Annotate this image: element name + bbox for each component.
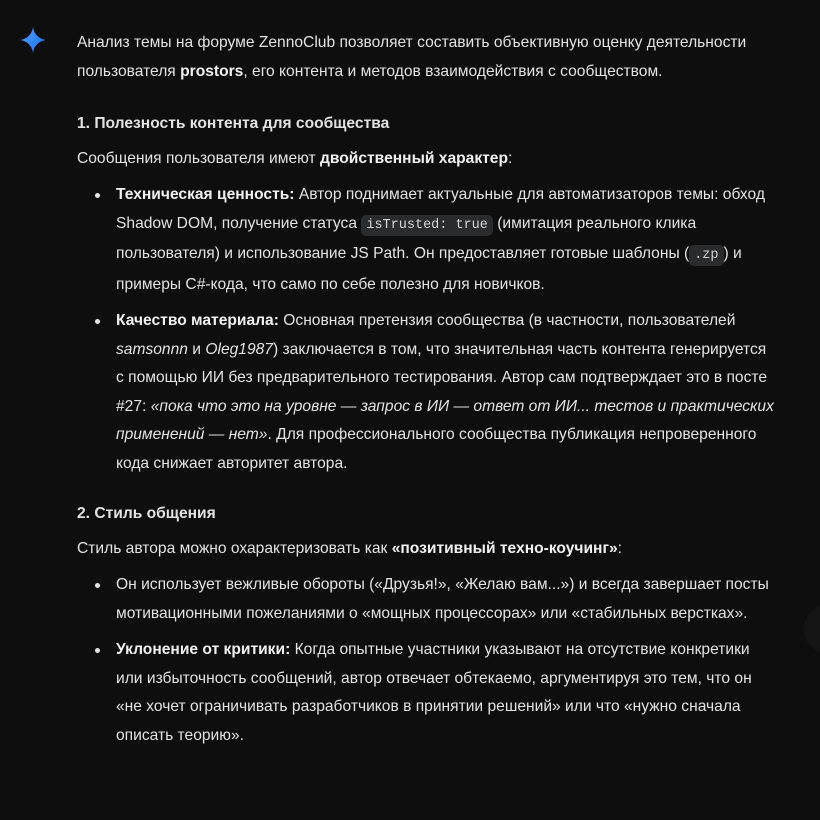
- text: , его контента и методов взаимодействия с сообществом.: [243, 62, 663, 80]
- username: prostors: [180, 62, 244, 80]
- quote-text: «пока что это на уровне — запрос в ИИ — ответ от ИИ... тестов и практических применений — нет»: [116, 397, 774, 443]
- bold-text: Техническая ценность:: [116, 186, 295, 203]
- text: Основная претензия сообщества (в частности, пользователей: [278, 312, 736, 329]
- section-2: [77, 500, 777, 750]
- intro-paragraph: [77, 29, 777, 86]
- italic-text: Oleg1987: [205, 340, 273, 358]
- text: (имитация реального клика пользователя) и использование JS Path. Он предоставляет готовые шаблоны (: [116, 214, 697, 262]
- section-lead: [77, 145, 777, 174]
- bold-text: Качество материала:: [116, 312, 279, 329]
- gemini-sparkle-icon: [20, 27, 46, 53]
- list-item: [116, 636, 777, 750]
- text: . Для профессионального сообщества публикация непроверенного кода снижает авторитет автора.: [116, 426, 757, 472]
- inline-code: isTrusted: true: [361, 215, 493, 236]
- text: Когда опытные участники указывают на отсутствие конкретики или избыточность сообщений, автор отвечает обтекаемо, аргументируя это тем, что он «не хочет ограничивать разработчиков в принятии решений» или что «нужно сначала описать теорию».: [116, 641, 752, 744]
- list-item: [116, 571, 777, 628]
- text: :: [508, 149, 513, 167]
- section-heading: 2. Стиль общения: [77, 505, 216, 522]
- section-1: [77, 110, 777, 478]
- bold-text: Уклонение от критики:: [116, 641, 291, 658]
- text: и: [187, 340, 206, 358]
- bold-text: «позитивный техно-коучинг»: [391, 539, 618, 557]
- bullet-list: [77, 181, 777, 478]
- text: ) заключается в том, что значительная часть контента генерируется с помощью ИИ без предварительного тестирования. Автор сам подтверждает это в посте #27:: [116, 340, 768, 415]
- response-content: [77, 29, 777, 772]
- italic-text: samsonnn: [116, 340, 188, 358]
- scroll-button[interactable]: [804, 604, 820, 654]
- text: Сообщения пользователя имеют: [77, 149, 320, 167]
- section-heading: 1. Полезность контента для сообщества: [77, 115, 390, 132]
- inline-code: .zp: [689, 245, 723, 266]
- bold-text: двойственный характер: [319, 149, 508, 167]
- list-item: [116, 307, 777, 478]
- text: Стиль автора можно охарактеризовать как: [77, 539, 392, 557]
- text: ) и примеры C#-кода, что само по себе полезно для новичков.: [116, 245, 742, 293]
- text: Он использует вежливые обороты («Друзья!», «Желаю вам...») и всегда завершает посты мотивационными пожеланиями о «мощных процессорах» или «стабильных верстках».: [116, 576, 769, 622]
- section-lead: [77, 535, 777, 564]
- text: :: [617, 539, 622, 557]
- text: Автор поднимает актуальные для автоматизаторов темы: обход Shadow DOM, получение статуса: [116, 186, 765, 232]
- bullet-list: [77, 571, 777, 750]
- list-item: [116, 181, 777, 299]
- text: Анализ темы на форуме ZennoClub позволяет составить объективную оценку деятельности пользователя: [77, 34, 747, 80]
